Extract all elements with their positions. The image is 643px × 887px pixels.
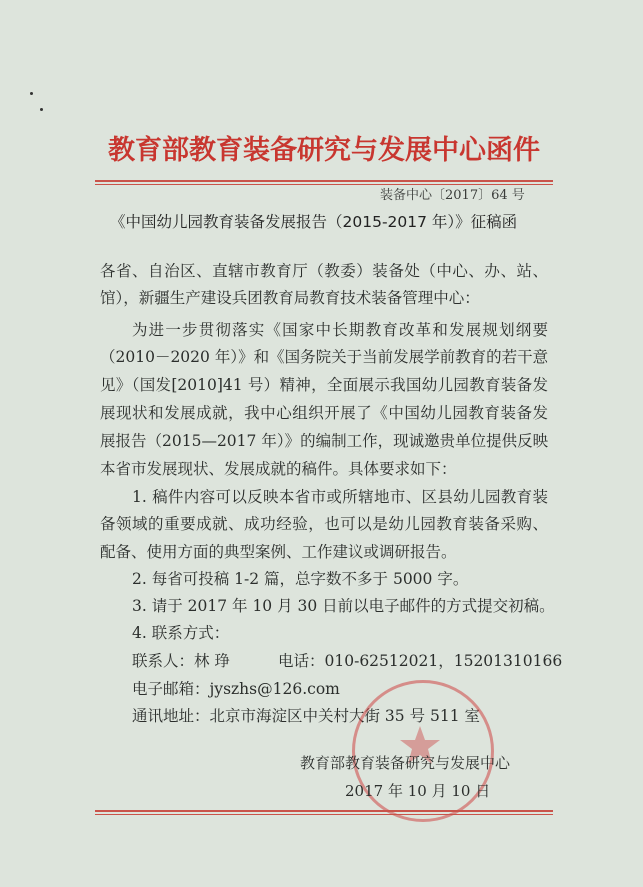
signature-date: 2017 年 10 月 10 日 bbox=[345, 782, 491, 800]
contact-address: 通讯地址：北京市海淀区中关村大街 35 号 511 室 bbox=[132, 707, 481, 725]
document-number: 装备中心〔2017〕64 号 bbox=[380, 188, 525, 203]
header-rule-thin bbox=[95, 184, 553, 185]
footer-rule bbox=[95, 810, 553, 812]
body-line: 为进一步贯彻落实《国家中长期教育改革和发展规划纲要 bbox=[132, 321, 548, 339]
scan-speck bbox=[30, 92, 33, 95]
letterhead-title: 教育部教育装备研究与发展中心函件 bbox=[108, 135, 540, 166]
body-line: 本省市发展现状、发展成就的稿件。具体要求如下： bbox=[100, 460, 457, 478]
body-line: 见》（国发[2010]41 号）精神，全面展示我国幼儿园教育装备发 bbox=[100, 376, 548, 394]
body-line: （2010－2020 年）》和《国务院关于当前发展学前教育的若干意 bbox=[100, 348, 549, 366]
contact-phone: 电话：010-62512021，15201310166 bbox=[278, 652, 563, 670]
addressee-line: 馆），新疆生产建设兵团教育局教育技术装备管理中心： bbox=[100, 289, 480, 307]
requirement-line: 备领域的重要成就、成功经验，也可以是幼儿园教育装备采购、 bbox=[100, 515, 548, 533]
requirement-line: 配备、使用方面的典型案例、工作建议或调研报告。 bbox=[100, 543, 457, 561]
scan-speck bbox=[40, 108, 43, 111]
contact-email: 电子邮箱：jyszhs@126.com bbox=[132, 680, 340, 698]
body-line: 展报告（2015—2017 年）》的编制工作，现诚邀贵单位提供反映 bbox=[100, 432, 549, 450]
footer-rule-thin bbox=[95, 814, 553, 815]
body-line: 展现状和发展成就，我中心组织开展了《中国幼儿园教育装备发 bbox=[100, 404, 548, 422]
header-rule bbox=[95, 180, 553, 182]
requirement-line: 1. 稿件内容可以反映本省市或所辖地市、区县幼儿园教育装 bbox=[132, 488, 548, 506]
addressee-line: 各省、自治区、直辖市教育厅（教委）装备处（中心、办、站、 bbox=[100, 262, 548, 280]
requirement-line: 2. 每省可投稿 1-2 篇，总字数不多于 5000 字。 bbox=[132, 570, 469, 588]
requirement-line: 3. 请于 2017 年 10 月 30 日前以电子邮件的方式提交初稿。 bbox=[132, 597, 555, 615]
requirement-line: 4. 联系方式： bbox=[132, 624, 230, 642]
signature-org: 教育部教育装备研究与发展中心 bbox=[300, 754, 511, 772]
subject-line: 《中国幼儿园教育装备发展报告（2015-2017 年）》征稿函 bbox=[110, 213, 518, 231]
contact-person: 联系人：林 琤 bbox=[132, 652, 230, 670]
